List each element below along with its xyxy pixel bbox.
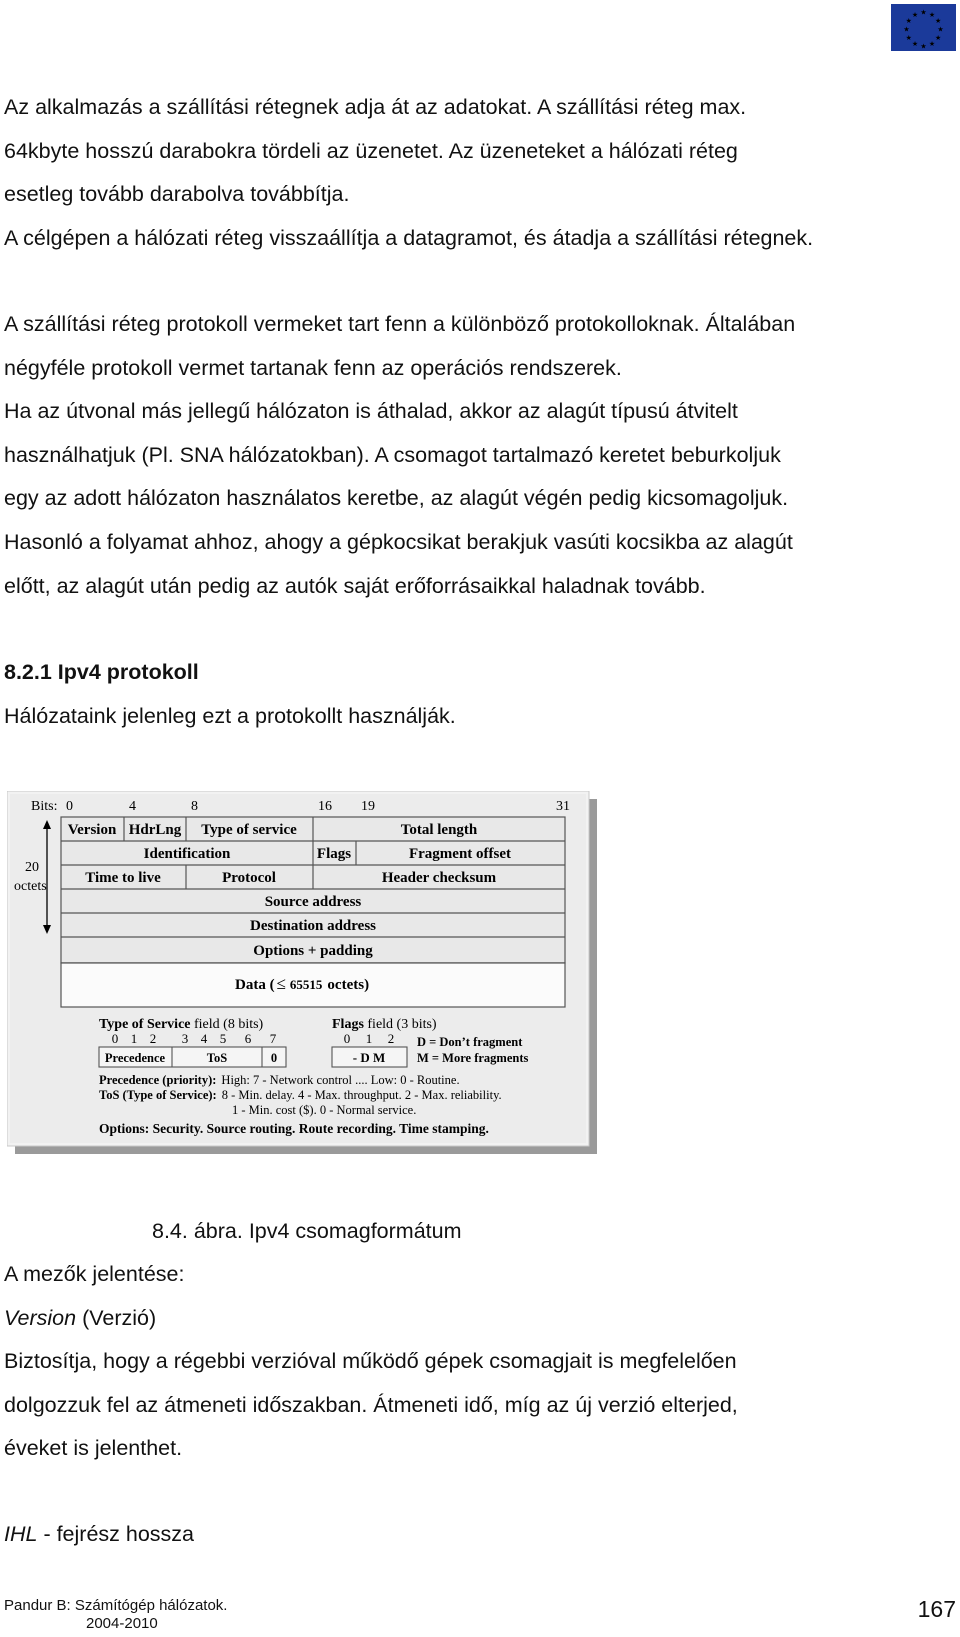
ipv4-header-diagram — [7, 791, 597, 1154]
field-flags: Flags — [316, 846, 352, 862]
bit-8: 8 — [191, 799, 198, 814]
svg-text:0: 0 — [343, 1031, 351, 1046]
field-total-length: Total length — [400, 822, 478, 838]
bit-16: 16 — [318, 799, 332, 814]
svg-text:3: 3 — [181, 1031, 189, 1046]
fields-intro: A mezők jelentése: — [4, 1262, 185, 1286]
svg-text:7: 7 — [269, 1031, 277, 1046]
svg-text:6: 6 — [244, 1031, 252, 1046]
svg-text:★: ★ — [935, 17, 942, 25]
svg-text:★: ★ — [928, 40, 936, 49]
field-options-padding: Options + padding — [253, 943, 373, 959]
figure-caption: 8.4. ábra. Ipv4 csomagformátum — [152, 1219, 462, 1243]
svg-text:2: 2 — [387, 1031, 395, 1046]
field-header-checksum: Header checksum — [381, 870, 497, 886]
tos-field-title: Type of Service field (8 bits) — [99, 1017, 264, 1032]
text-line: esetleg tovább darabolva továbbítja. — [4, 182, 350, 207]
svg-text:★: ★ — [911, 10, 919, 19]
field-descriptions — [4, 1253, 738, 1471]
svg-text:★: ★ — [911, 40, 919, 49]
text-line: Biztosítja, hogy a régebbi verzióval működő gépek csomagjait is megfelelően — [4, 1349, 737, 1374]
svg-text:ToS: ToS — [206, 1051, 228, 1065]
svg-text:★: ★ — [905, 17, 912, 25]
bit-31: 31 — [556, 799, 570, 814]
footer-source — [4, 1597, 227, 1633]
svg-text:★: ★ — [905, 34, 912, 42]
field-destination-address: Destination address — [250, 918, 376, 934]
version-term-suffix: (Verzió) — [76, 1305, 157, 1330]
text-line: éveket is jelenthet. — [4, 1436, 183, 1461]
svg-text:1: 1 — [130, 1031, 138, 1046]
text-line: A célgépen a hálózati réteg visszaállítja a datagramot, és átadja a szállítási rétegnek. — [4, 225, 814, 250]
field-identification: Identification — [143, 846, 231, 862]
text-line: négyféle protokoll vermet tartanak fenn az operációs rendszerek. — [4, 355, 622, 380]
flag-m-note: M = More fragments — [417, 1051, 529, 1065]
svg-text:1: 1 — [365, 1031, 373, 1046]
svg-text:0: 0 — [270, 1051, 278, 1065]
svg-text:★: ★ — [928, 10, 936, 19]
svg-text:★: ★ — [903, 25, 910, 34]
version-term: Version — [4, 1305, 77, 1330]
section-intro: Hálózataink jelenleg ezt a protokollt használják. — [4, 703, 456, 728]
note-tos: ToS (Type of Service): 8 - Min. delay. 4 - Max. throughput. 2 - Max. reliability. — [99, 1088, 502, 1102]
note-tos-2: 1 - Min. cost ($). 0 - Normal service. — [232, 1103, 417, 1117]
text-line: használhatjuk (Pl. SNA hálózatokban). A csomagot tartalmazó keretet beburkoljuk — [4, 442, 781, 467]
flags-field-title: Flags field (3 bits) — [332, 1017, 437, 1032]
text-line: 64kbyte hosszú darabokra tördeli az üzenetet. Az üzeneteket a hálózati réteg — [4, 138, 738, 163]
svg-text:4: 4 — [200, 1031, 208, 1046]
text-line: dolgozzuk fel az átmeneti időszakban. Átmeneti idő, míg az új verzió elterjed, — [4, 1392, 738, 1417]
field-hdrlng: HdrLng — [128, 822, 182, 838]
ihl-suffix: - fejrész hossza — [37, 1522, 194, 1546]
svg-text:★: ★ — [937, 25, 944, 34]
intro-paragraph — [4, 86, 813, 260]
transport-paragraph — [4, 303, 795, 608]
octets-label: octets — [14, 879, 47, 894]
page-number: 167 — [917, 1596, 956, 1622]
field-source-address: Source address — [264, 894, 362, 910]
text-line: Hasonló a folyamat ahhoz, ahogy a gépkocsikat berakjuk vasúti kocsikba az alagút — [4, 529, 793, 554]
text-line: Ha az útvonal más jellegű hálózaton is áthalad, akkor az alagút típusú átvitelt — [4, 399, 738, 424]
section-heading: 8.2.1 Ipv4 protokoll — [4, 660, 199, 684]
field-protocol: Protocol — [222, 870, 276, 886]
bit-19: 19 — [361, 799, 375, 814]
note-options: Options: Security. Source routing. Route recording. Time stamping. — [99, 1121, 489, 1136]
flag-d-note: D = Don’t fragment — [417, 1035, 523, 1049]
svg-text:★: ★ — [920, 42, 927, 51]
svg-text:2: 2 — [149, 1031, 157, 1046]
svg-text:★: ★ — [935, 34, 942, 42]
bit-4: 4 — [129, 799, 136, 814]
footer-title: Pandur B: Számítógép hálózatok. — [4, 1597, 228, 1614]
svg-text:5: 5 — [219, 1031, 227, 1046]
svg-text:Precedence: Precedence — [104, 1051, 166, 1065]
version-term-line — [4, 1297, 738, 1341]
text-line: egy az adott hálózaton használatos keretbe, az alagút végén pedig kicsomagoljuk. — [4, 486, 789, 511]
text-line: Az alkalmazás a szállítási rétegnek adja át az adatokat. A szállítási réteg max. — [4, 95, 747, 119]
eu-flag-icon — [891, 4, 956, 51]
ihl-term: IHL — [4, 1522, 38, 1546]
svg-text:★: ★ — [920, 8, 927, 17]
footer-years: 2004-2010 — [86, 1615, 158, 1632]
section — [4, 651, 456, 738]
octets-number: 20 — [25, 860, 39, 875]
field-fragment-offset: Fragment offset — [408, 846, 512, 862]
field-version: Version — [67, 822, 117, 838]
ihl-line — [4, 1513, 194, 1557]
text-line: előtt, az alagút után pedig az autók saját erőforrásaikkal haladnak tovább. — [4, 573, 706, 598]
bit-0: 0 — [66, 799, 73, 814]
svg-text:- D M: - D M — [352, 1050, 386, 1065]
text-line: A szállítási réteg protokoll vermeket tart fenn a különböző protokolloknak. Általában — [4, 312, 796, 336]
field-data: Data ( ≤ 65515 octets) — [235, 974, 370, 993]
note-precedence: Precedence (priority): High: 7 - Network control .... Low: 0 - Routine. — [99, 1073, 460, 1087]
svg-text:0: 0 — [111, 1031, 119, 1046]
field-type-of-service: Type of service — [201, 822, 297, 838]
bits-label: Bits: — [31, 799, 58, 814]
field-time-to-live: Time to live — [85, 870, 161, 886]
